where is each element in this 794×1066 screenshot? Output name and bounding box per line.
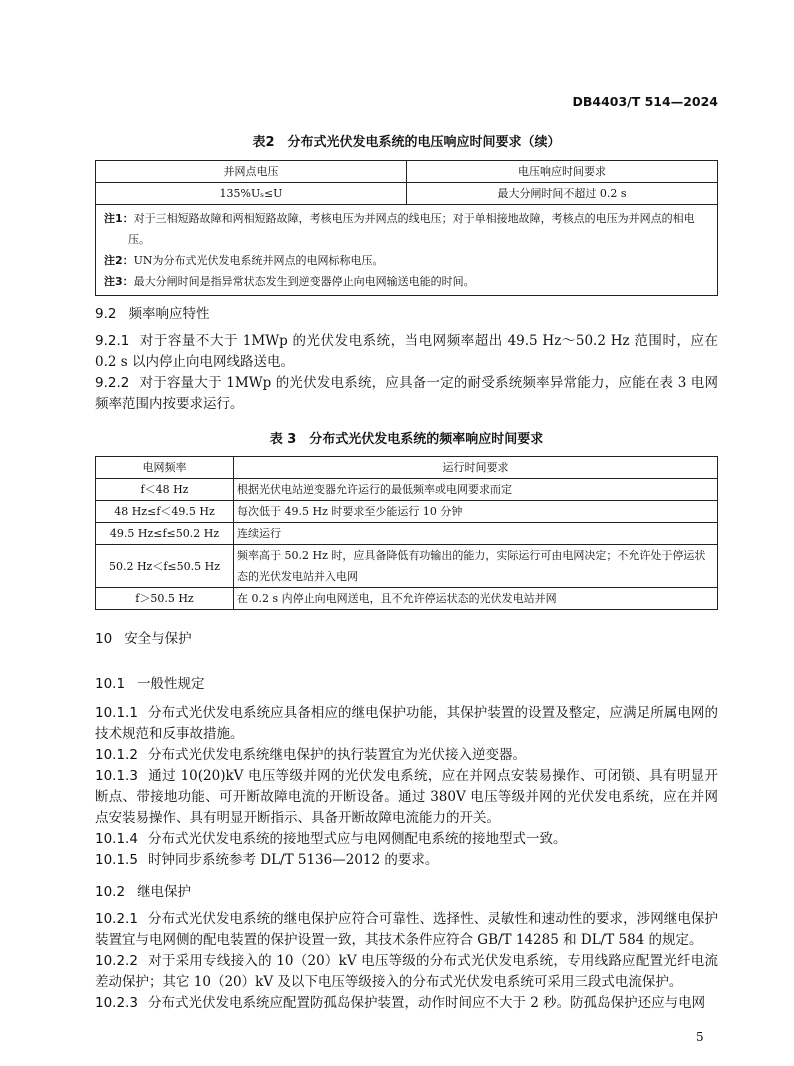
paragraph-10-1-5 <box>95 850 718 871</box>
table-cell: 每次低于 49.5 Hz 时要求至少能运行 10 分钟 <box>234 501 718 523</box>
table-notes <box>96 205 718 296</box>
table2 <box>95 160 718 296</box>
clause-text: 分布式光伏发电系统继电保护的执行装置宜为光伏接入逆变器。 <box>147 747 526 763</box>
paragraph-9-2-2 <box>95 373 718 415</box>
table-cell: 135%Uₛ≤U <box>96 183 407 205</box>
table-note <box>104 208 709 250</box>
table-row <box>96 523 718 545</box>
table-header-cell: 并网点电压 <box>96 161 407 183</box>
table-cell: 48 Hz≤f＜49.5 Hz <box>96 501 234 523</box>
heading-text: 一般性规定 <box>137 676 205 692</box>
table-cell: 根据光伏电站逆变器允许运行的最低频率或电网要求而定 <box>234 479 718 501</box>
table-cell: 49.5 Hz≤f≤50.2 Hz <box>96 523 234 545</box>
note-text: 对于三相短路故障和两相短路故障，考核电压为并网点的线电压；对于单相接地故障，考核点的电压为并网点的相电压。 <box>128 212 695 246</box>
note-label: 注3： <box>104 275 134 288</box>
clause-text: 分布式光伏发电系统应具备相应的继电保护功能，其保护装置的设置及整定，应满足所属电网的技术规范和反事故措施。 <box>95 705 718 742</box>
clause-number: 10.1.2 <box>95 747 138 763</box>
clause-text: 通过 10(20)kV 电压等级并网的光伏发电系统，应在并网点安装易操作、可闭锁、具有明显开断点、带接地功能、可开断故障电流的开断设备。通过 380V 电压等级并网的光伏发电系统，应在并网点安装易操作、具有明显开断指示、具备开断故障电流能力的开关。 <box>95 768 718 826</box>
section-heading-10 <box>95 627 192 647</box>
table-row <box>96 588 718 610</box>
heading-text: 继电保护 <box>137 884 192 900</box>
clause-text: 分布式光伏发电系统的继电保护应符合可靠性、选择性、灵敏性和速动性的要求，涉网继电保护装置宜与电网侧的配电装置的保护设置一致，其技术条件应符合 GB/T 14285 和 DL/T 584 的规定。 <box>95 911 718 948</box>
clause-text: 分布式光伏发电系统的接地型式应与电网侧配电系统的接地型式一致。 <box>147 831 567 847</box>
clause-text: 对于容量大于 1MWp 的光伏发电系统，应具备一定的耐受系统频率异常能力，应能在表 3 电网频率范围内按要求运行。 <box>95 375 718 412</box>
table3 <box>95 456 718 610</box>
table-header-cell: 电压响应时间要求 <box>407 161 718 183</box>
table-cell: 频率高于 50.2 Hz 时，应具备降低有功输出的能力，实际运行可由电网决定；不允许处于停运状态的光伏发电站并入电网 <box>234 545 718 588</box>
clause-number: 10.1.1 <box>95 705 138 721</box>
paragraph-10-2-2 <box>95 951 718 993</box>
section-heading-9-2 <box>95 302 209 322</box>
table-row <box>96 545 718 588</box>
clause-number: 10.1.5 <box>95 852 138 868</box>
paragraph-10-1-4 <box>95 829 718 850</box>
paragraph-10-1-2 <box>95 745 718 766</box>
clause-text: 时钟同步系统参考 DL/T 5136—2012 的要求。 <box>147 852 439 868</box>
table-cell: f＜48 Hz <box>96 479 234 501</box>
section-heading-10-2 <box>95 880 191 900</box>
heading-number: 10.1 <box>95 676 126 692</box>
clause-number: 9.2.1 <box>95 333 130 349</box>
table-note <box>104 271 709 292</box>
table-cell: 最大分闸时间不超过 0.2 s <box>407 183 718 205</box>
heading-number: 10 <box>95 631 113 647</box>
paragraph-10-1-3 <box>95 766 718 829</box>
table-header-row <box>96 457 718 479</box>
heading-number: 9.2 <box>95 306 117 322</box>
table-cell: f＞50.5 Hz <box>96 588 234 610</box>
clause-number: 10.1.3 <box>95 768 138 784</box>
heading-text: 频率响应特性 <box>128 306 210 322</box>
heading-text: 安全与保护 <box>124 631 192 647</box>
table-row <box>96 501 718 523</box>
clause-text: 对于容量不大于 1MWp 的光伏发电系统，当电网频率超出 49.5 Hz～50.2 Hz 范围时，应在 0.2 s 以内停止向电网线路送电。 <box>95 333 718 370</box>
table-notes-row <box>96 205 718 296</box>
clause-number: 10.1.4 <box>95 831 138 847</box>
clause-text: 分布式光伏发电系统应配置防孤岛保护装置，动作时间应不大于 2 秒。防孤岛保护还应与电网 <box>147 995 706 1011</box>
table3-caption: 表 3 分布式光伏发电系统的频率响应时间要求 <box>269 432 544 447</box>
clause-number: 10.2.2 <box>95 953 138 969</box>
clause-number: 10.2.3 <box>95 995 138 1011</box>
table-header-cell: 电网频率 <box>96 457 234 479</box>
note-label: 注2： <box>104 254 134 267</box>
paragraph-10-1-1 <box>95 703 718 745</box>
table-row <box>96 183 718 205</box>
paragraph-10-2-3 <box>95 993 718 1014</box>
heading-number: 10.2 <box>95 884 126 900</box>
page-number: 5 <box>696 1030 704 1044</box>
note-text: UN为分布式光伏发电系统并网点的电网标称电压。 <box>133 254 384 267</box>
table-note <box>104 250 709 271</box>
table-row <box>96 479 718 501</box>
note-text: 最大分闸时间是指异常状态发生到逆变器停止向电网输送电能的时间。 <box>133 275 475 288</box>
paragraph-10-2-1 <box>95 909 718 951</box>
section-heading-10-1 <box>95 672 205 692</box>
table-header-cell: 运行时间要求 <box>234 457 718 479</box>
clause-number: 9.2.2 <box>95 375 130 391</box>
table-cell: 连续运行 <box>234 523 718 545</box>
clause-text: 对于采用专线接入的 10（20）kV 电压等级的分布式光伏发电系统，专用线路应配置光纤电流差动保护；其它 10（20）kV 及以下电压等级接入的分布式光伏发电系统可采用三段式电流保护。 <box>95 953 718 990</box>
table2-caption: 表2 分布式光伏发电系统的电压响应时间要求（续） <box>252 135 561 150</box>
clause-number: 10.2.1 <box>95 911 138 927</box>
table-cell: 在 0.2 s 内停止向电网送电，且不允许停运状态的光伏发电站并网 <box>234 588 718 610</box>
table-header-row <box>96 161 718 183</box>
standard-code: DB4403/T 514—2024 <box>572 94 718 109</box>
paragraph-9-2-1 <box>95 331 718 373</box>
note-label: 注1： <box>104 212 134 225</box>
table-cell: 50.2 Hz＜f≤50.5 Hz <box>96 545 234 588</box>
